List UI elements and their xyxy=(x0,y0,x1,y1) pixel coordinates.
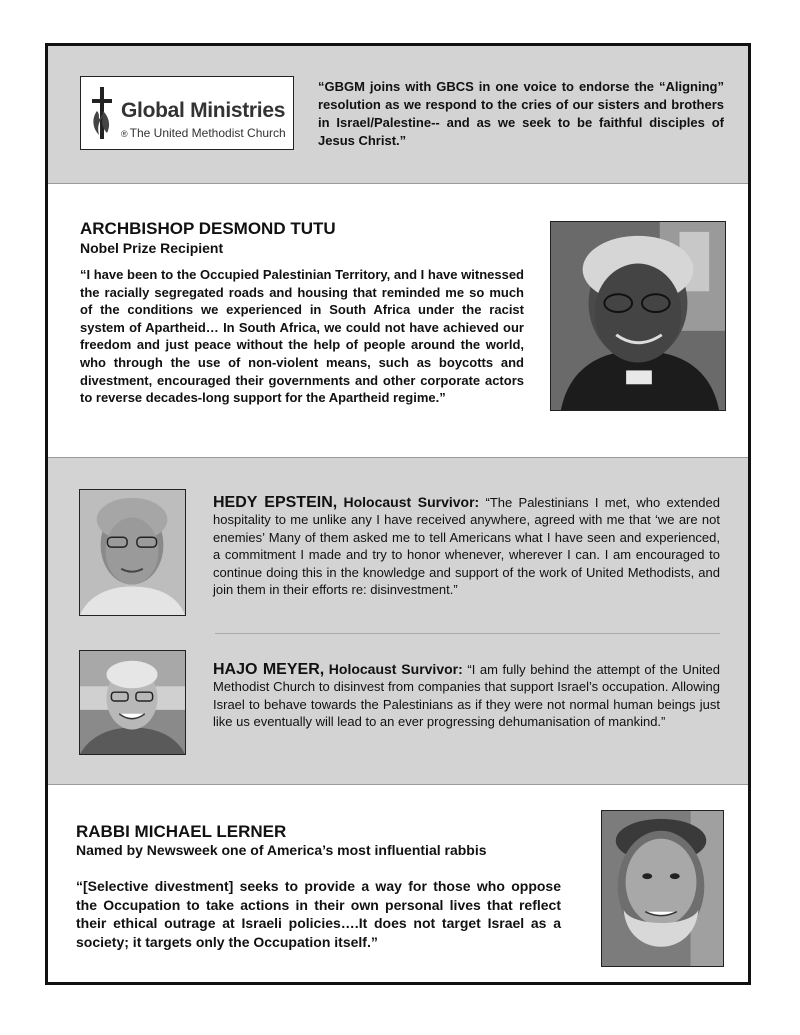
logo-subtitle xyxy=(121,126,286,140)
meyer-name: HAJO MEYER, xyxy=(213,661,325,678)
global-ministries-logo xyxy=(80,76,294,150)
tutu-title: Nobel Prize Recipient xyxy=(80,240,224,256)
logo-title: Global Ministries xyxy=(121,99,286,122)
epstein-photo xyxy=(79,489,186,616)
meyer-role: Holocaust Survivor: xyxy=(328,661,463,677)
epstein-statement xyxy=(213,494,720,598)
cross-flame-icon xyxy=(89,85,115,141)
lerner-title: Named by Newsweek one of America’s most influential rabbis xyxy=(76,842,487,858)
section-divider xyxy=(48,183,748,184)
meyer-photo xyxy=(79,650,186,755)
tutu-quote: “I have been to the Occupied Palestinian Territory, and I have witnessed the racially segregated roads and housing that reminded me so much of the conditions we experienced in South Africa under the racist system of Apartheid… In South Africa, we could not have achieved our freedom and just peace without the help of people around the world, who through the use of non-violent means, such as boycotts and divestment, encouraged their governments and other corporate actors to reverse decades-long support for the Apartheid regime.” xyxy=(80,267,524,406)
document-frame xyxy=(45,43,751,985)
epstein-role: Holocaust Survivor: xyxy=(343,494,480,510)
epstein-name: HEDY EPSTEIN, xyxy=(213,494,338,511)
meyer-statement xyxy=(213,661,720,731)
gbgm-quote: “GBGM joins with GBCS in one voice to endorse the “Aligning” resolution as we respond to the cries of our sisters and brothers in Israel/Palestine-- and as we seek to be faithful disciples of Jesus Christ.” xyxy=(318,79,724,148)
logo-subtitle-text: The United Methodist Church xyxy=(129,126,286,140)
lerner-photo xyxy=(601,810,724,967)
lerner-quote: “[Selective divestment] seeks to provide a way for those who oppose the Occupation to take actions in their own personal lives that reflect their ethical outrage at Israeli policies….It does not target Israel as a society; it targets only the Occupation itself.” xyxy=(76,878,561,950)
meyer-quote: “I am fully behind the attempt of the United Methodist Church to disinvest from companies that support Israel’s occupation. Allowing Israel to behave towards the Palestinians as if they were not normal human beings just like us eventually will lead to an ever progressing dehumanisation of mankind.” xyxy=(213,662,720,730)
survivors-divider xyxy=(215,633,720,634)
epstein-quote: “The Palestinians I met, who extended hospitality to me unlike any I have received anywhere, agreed with me that ‘we are not enemies’ Many of them asked me to tell Americans what I have seen and experienced, a commitment I made and try to honor whenever, wherever I can. I am encouraged to continue doing this in the knowledge and support of the work of United Methodists, and join them in their efforts re: disinvestment.” xyxy=(213,495,720,598)
registered-mark: ® xyxy=(121,129,128,139)
section-divider xyxy=(48,784,748,785)
tutu-name: ARCHBISHOP DESMOND TUTU xyxy=(80,219,336,238)
lerner-name: RABBI MICHAEL LERNER xyxy=(76,822,287,841)
tutu-photo xyxy=(550,221,726,411)
